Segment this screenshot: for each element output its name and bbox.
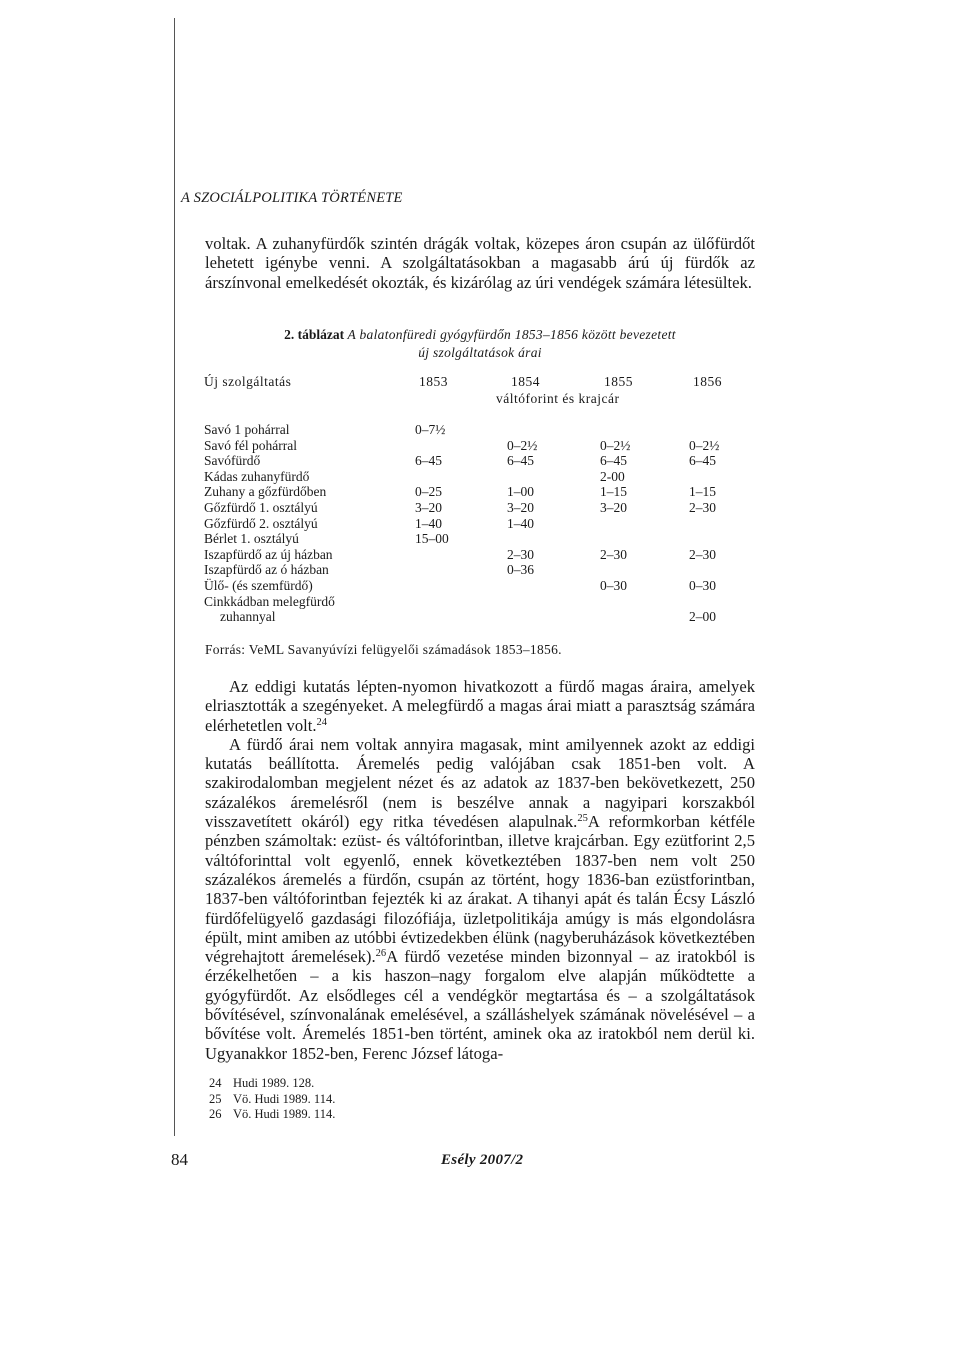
intro-text: voltak. A zuhanyfürdők szintén drágák voltak, közepes áron csupán az ülőfürdőt lehetett igénybe venni. A szolgáltatásokban a magasabb árú új fürdők az árszínvonal emelkedését okozták, és kizárólag az úri vendégek számára létesültek. bbox=[205, 234, 755, 292]
table-row bbox=[204, 594, 744, 610]
row-1853-value: 3–20 bbox=[415, 500, 442, 515]
row-service-name: Zuhany a gőzfürdőben bbox=[204, 484, 327, 500]
row-service-name: Gőzfürdő 2. osztályú bbox=[204, 515, 318, 531]
table-row bbox=[204, 484, 744, 500]
row-1856-value: 2–30 bbox=[689, 500, 716, 515]
paragraph-3-part1: A fürdő árai nem voltak annyira magasak, mint amilyennek azokt az eddigi kutatás beállította. Áremelés pedig valójában csak 1851-ben volt. A szakirodalomban megjelent nézet és az adatok az 1837-ben bekövetkezett, 250 százalékos áremelésről (nem is beszélve annak a nagyipari korszakból visszavetített okáról) egy ritka tévedésen alapulnak. bbox=[205, 734, 755, 832]
row-1855-value: 1–15 bbox=[600, 484, 627, 500]
row-service-name: Savó fél pohárral bbox=[204, 437, 297, 453]
row-1855-value: 3–20 bbox=[600, 500, 627, 515]
row-service-name: Savó 1 pohárral bbox=[204, 422, 290, 437]
row-1854-value: 0–36 bbox=[507, 562, 534, 578]
row-1855-value: 2-00 bbox=[600, 468, 625, 484]
row-service-name: Bérlet 1. osztályú bbox=[204, 531, 299, 547]
row-1856-value: 1–15 bbox=[689, 484, 716, 500]
paragraph-3 bbox=[205, 735, 755, 1063]
row-1856-value: 6–45 bbox=[689, 453, 716, 469]
table-title-line1: A balatonfüredi gyógyfürdőn 1853–1856 között bevezetett bbox=[347, 327, 676, 342]
footnote-number: 24 bbox=[209, 1076, 222, 1090]
row-service-name: zuhannyal bbox=[220, 609, 276, 625]
table-row bbox=[204, 453, 744, 469]
main-text bbox=[205, 677, 755, 1063]
row-1855-value: 0–2½ bbox=[600, 437, 631, 453]
footnote-number: 25 bbox=[209, 1091, 222, 1106]
row-service-name: Ülő- (és szemfürdő) bbox=[204, 578, 313, 593]
paragraph-3-part2: A reformkorban kétféle pénzben számoltak: ezüst- és váltóforintban, illetve krajcárban. Egy ezütforint 2,5 váltóforinttal volt egyenlő, ennek következtében 1837-ben nem volt 250 százalékos áremelés a fürdőn, csupán az történt, hogy 1836-ban ezüstforintban, 1837-ben váltóforintban fejezték ki az árakat. A tihanyi apát és talán Écsy László fürdőfelügyelő gazdasági filozófiája, üzletpolitikája amúgy is más elgondolásra épült, mint amiben az utóbbi évtizedekben élünk (nagyberuházások következtében végrehajtott áremelések). bbox=[205, 812, 755, 967]
footnote-text: Vö. Hudi 1989. 114. bbox=[233, 1091, 336, 1106]
running-head: A SZOCIÁLPOLITIKA TÖRTÉNETE bbox=[181, 190, 403, 206]
header-unit: váltóforint és krajcár bbox=[496, 391, 620, 406]
table-row bbox=[204, 578, 744, 594]
table-row bbox=[204, 531, 744, 547]
paragraph-3-part3: A fürdő vezetése minden bizonnyal – az iratokból is érzékelhetően – a kis haszon–nagy forgalom elve alapján működtette a gyógyfürdőt. Az elsődleges cél a vendégkör megtartása és – a szolgáltatások bővítésével, színvonalának emelésével, a szálláshelyek számának növelésével – a bővítése volt. Áremelés 1851-ben történt, aminek oka az iratokból nem derül ki. Ugyanakkor 1852-ben, Ferenc József látoga- bbox=[205, 947, 755, 1063]
row-1853-value: 0–7½ bbox=[415, 422, 446, 437]
row-service-name: Iszapfürdő az ó házban bbox=[204, 562, 329, 578]
row-service-name: Cinkkádban melegfürdő bbox=[204, 593, 335, 609]
row-1855-value: 2–30 bbox=[600, 546, 627, 562]
footnote-item bbox=[209, 1107, 335, 1123]
table-title-line2: új szolgáltatások árai bbox=[418, 345, 542, 360]
table-row bbox=[204, 516, 744, 532]
row-1855-value: 0–30 bbox=[600, 578, 627, 593]
paragraph-2 bbox=[205, 677, 755, 735]
header-1856: 1856 bbox=[693, 374, 722, 389]
row-1856-value: 0–30 bbox=[689, 578, 716, 593]
table-row bbox=[204, 562, 744, 578]
row-1856-value: 2–30 bbox=[689, 546, 716, 562]
table-row bbox=[204, 469, 744, 485]
margin-rule bbox=[174, 18, 175, 1136]
footnote-text: Hudi 1989. 128. bbox=[233, 1076, 315, 1090]
row-1854-value: 0–2½ bbox=[507, 437, 538, 453]
footnote-ref-24: 24 bbox=[316, 716, 327, 728]
row-service-name: Iszapfürdő az új házban bbox=[204, 546, 333, 562]
journal-name: Esély 2007/2 bbox=[441, 1152, 524, 1168]
row-1853-value: 15–00 bbox=[415, 531, 449, 547]
table-row bbox=[204, 547, 744, 563]
row-1854-value: 6–45 bbox=[507, 453, 534, 469]
footnote-text: Vö. Hudi 1989. 114. bbox=[233, 1107, 336, 1121]
header-service: Új szolgáltatás bbox=[204, 374, 292, 389]
row-1856-value: 0–2½ bbox=[689, 437, 720, 453]
footnote-item bbox=[209, 1076, 335, 1092]
row-1856-value: 2–00 bbox=[689, 609, 716, 625]
footnote-number: 26 bbox=[209, 1107, 222, 1121]
footnote-ref-26: 26 bbox=[375, 948, 387, 960]
table-row bbox=[204, 500, 744, 516]
table-row bbox=[204, 422, 744, 438]
row-1854-value: 1–00 bbox=[507, 484, 534, 500]
header-1853: 1853 bbox=[419, 374, 448, 389]
paragraph-2-text: Az eddigi kutatás lépten-nyomon hivatkozott a fürdő magas áraira, amelyek elriasztották a szegényeket. A melegfürdő a magas árai miatt a parasztság számára elérhetetlen volt. bbox=[205, 677, 755, 735]
table-label: 2. táblázat bbox=[284, 327, 345, 342]
table-row bbox=[204, 609, 744, 625]
row-1853-value: 6–45 bbox=[415, 453, 442, 469]
page-number: 84 bbox=[171, 1150, 188, 1169]
row-1854-value: 1–40 bbox=[507, 515, 534, 531]
intro-paragraph bbox=[205, 234, 755, 292]
footnote-item bbox=[209, 1092, 335, 1108]
row-service-name: Kádas zuhanyfürdő bbox=[204, 468, 310, 484]
header-1854: 1854 bbox=[511, 374, 540, 389]
row-1853-value: 1–40 bbox=[415, 515, 442, 531]
row-1854-value: 3–20 bbox=[507, 500, 534, 515]
footnotes bbox=[209, 1076, 335, 1123]
row-service-name: Savófürdő bbox=[204, 453, 261, 469]
row-1855-value: 6–45 bbox=[600, 453, 627, 469]
table-source: Forrás: VeML Savanyúvízi felügyelői számadások 1853–1856. bbox=[205, 642, 562, 657]
row-1854-value: 2–30 bbox=[507, 546, 534, 562]
table-row bbox=[204, 438, 744, 454]
row-1853-value: 0–25 bbox=[415, 484, 442, 500]
row-service-name: Gőzfürdő 1. osztályú bbox=[204, 500, 318, 515]
table-caption bbox=[205, 326, 755, 362]
header-1855: 1855 bbox=[604, 374, 633, 389]
footnote-ref-25: 25 bbox=[577, 813, 588, 825]
